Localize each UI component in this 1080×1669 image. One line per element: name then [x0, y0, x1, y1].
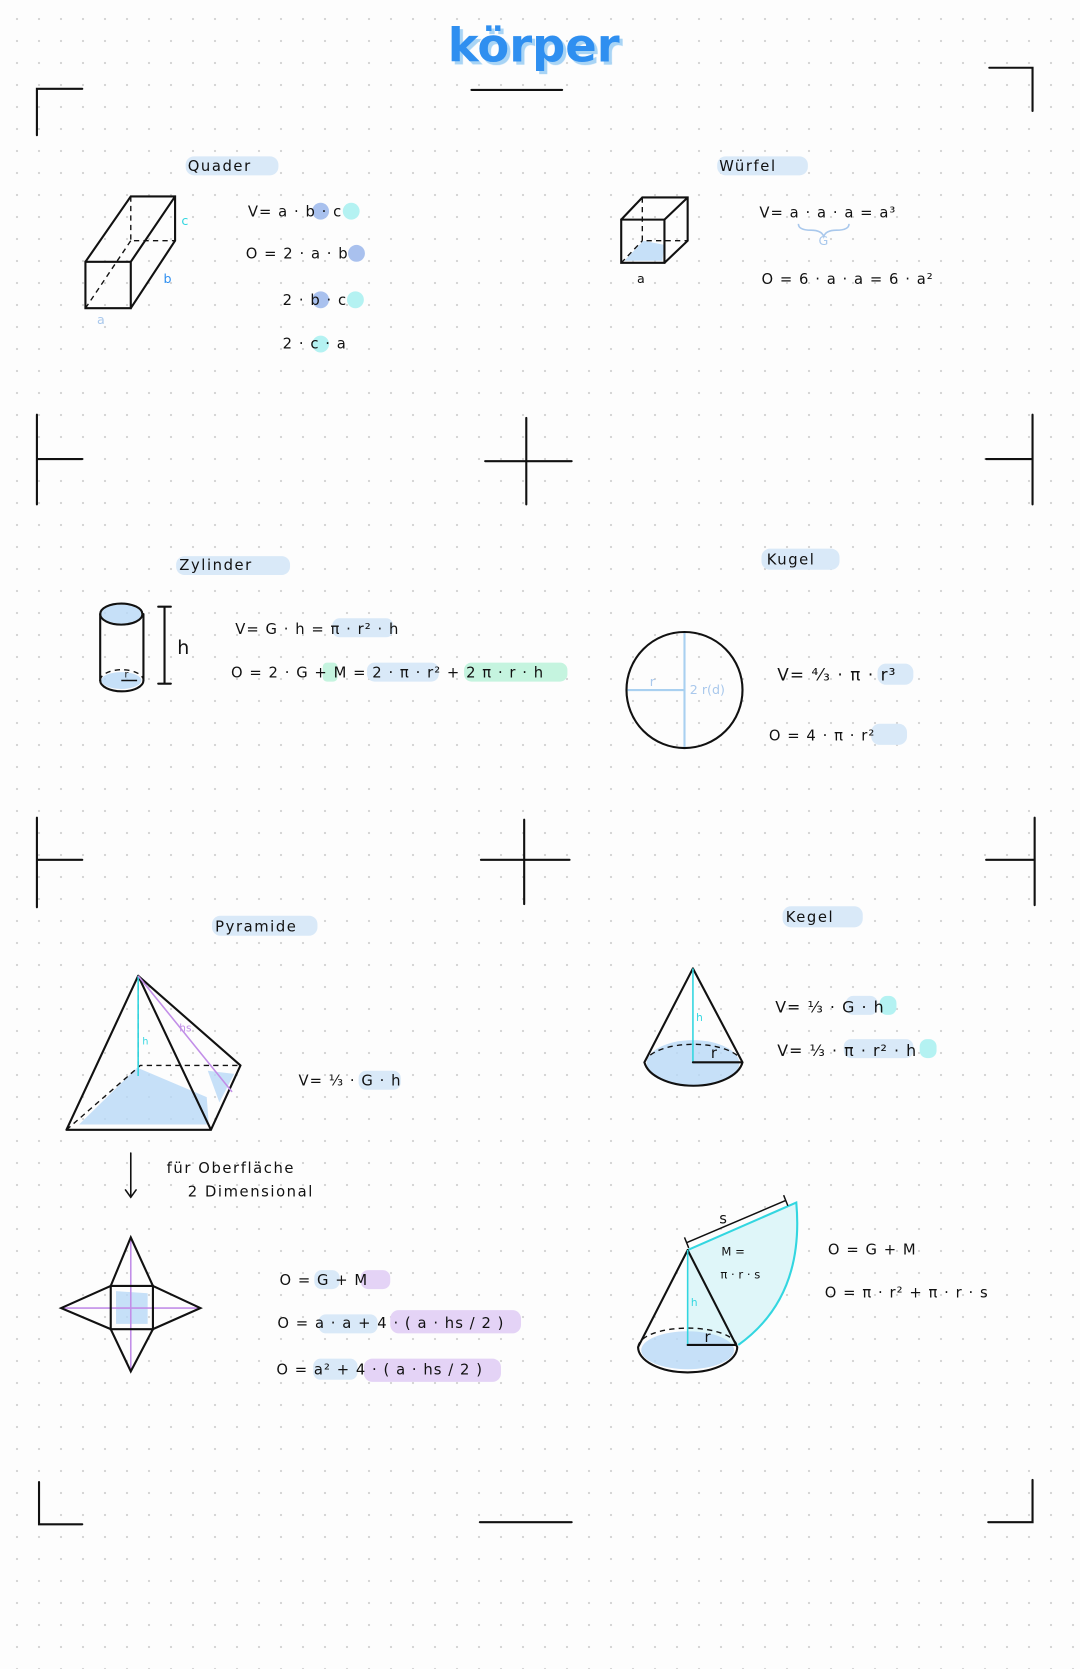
- formula-volume: V= a · b · c: [247, 203, 343, 221]
- section-quader: [85, 156, 364, 352]
- formula-surface: O = 6 · a · a = 6 · a²: [761, 270, 934, 288]
- label-b: b: [163, 270, 172, 286]
- cone-net-diagram: [638, 1195, 797, 1372]
- section-title: Quader: [187, 158, 252, 176]
- label-r: r: [704, 1328, 711, 1346]
- formula-surface-expanded: O = a · a + 4 · ( a · hs / 2 ): [277, 1315, 505, 1333]
- section-title: Kegel: [785, 909, 835, 927]
- formula-volume: V= ⁴⁄₃ · π · r³: [777, 664, 897, 685]
- section-title: Würfel: [719, 158, 777, 176]
- note-line1: für Oberfläche: [166, 1160, 296, 1178]
- formula-volume: V= ⅓ · G · h: [298, 1072, 402, 1090]
- formula-surface-squared: O = a² + 4 · ( a · hs / 2 ): [276, 1361, 484, 1379]
- section-title: Kugel: [766, 551, 816, 569]
- label-m-formula: π · r · s: [720, 1267, 761, 1282]
- formula-volume: V= ⅓ · G · h: [775, 997, 885, 1017]
- formula-surface-expanded: O = π · r² + π · r · s: [824, 1284, 989, 1302]
- page-title: körper: [447, 18, 620, 73]
- formula-surface: O = G + M: [827, 1241, 917, 1259]
- formula-volume-expanded: V= ⅓ · π · r² · h: [777, 1040, 918, 1060]
- pyramid-diagram: [66, 976, 240, 1130]
- formula-surface-line2: 2 · b · c: [282, 292, 348, 310]
- section-kegel: [638, 906, 989, 1372]
- formula-surface: O = 2 · a · b: [245, 245, 349, 263]
- arrow-down-icon: [126, 1153, 137, 1197]
- label-h: h: [142, 1036, 149, 1048]
- label-a: a: [97, 312, 105, 328]
- section-wuerfel: [621, 156, 934, 288]
- sphere-diagram: [626, 632, 742, 748]
- section-title: Zylinder: [179, 556, 253, 574]
- section-title: Pyramide: [215, 918, 298, 936]
- formula-volume: V= G · h = π · r² · h: [235, 621, 400, 639]
- label-m: M =: [721, 1244, 745, 1259]
- section-pyramide: [61, 916, 521, 1382]
- formula-surface-line3: 2 · c · a: [282, 335, 347, 353]
- note-line2: 2 Dimensional: [187, 1183, 314, 1201]
- cone-diagram: [644, 968, 742, 1086]
- label-h: h: [696, 1012, 703, 1025]
- label-h: h: [177, 637, 190, 660]
- formula-volume: V= a · a · a = a³: [759, 204, 897, 222]
- label-g: G: [818, 232, 829, 248]
- label-r: r: [649, 673, 655, 689]
- formula-surface: O = 2 · G + M = 2 · π · r² + 2 π · r · h: [230, 664, 545, 682]
- label-a: a: [637, 270, 645, 286]
- label-r: r: [710, 1045, 717, 1063]
- formula-surface: O = G + M: [279, 1271, 369, 1289]
- formula-surface: O = 4 · π · r²: [768, 727, 876, 745]
- label-s: s: [719, 1210, 727, 1228]
- label-c: c: [181, 212, 189, 228]
- section-zylinder: [100, 556, 567, 691]
- label-hs: hs: [179, 1022, 192, 1035]
- pyramid-net-diagram: [61, 1237, 200, 1371]
- label-r: r: [124, 669, 129, 681]
- label-diameter: 2 r(d): [689, 682, 725, 698]
- label-h: h: [690, 1296, 698, 1309]
- cylinder-diagram: [100, 604, 189, 692]
- section-kugel: [626, 549, 913, 748]
- cube-diagram: [621, 197, 687, 285]
- cuboid-diagram: [85, 196, 188, 327]
